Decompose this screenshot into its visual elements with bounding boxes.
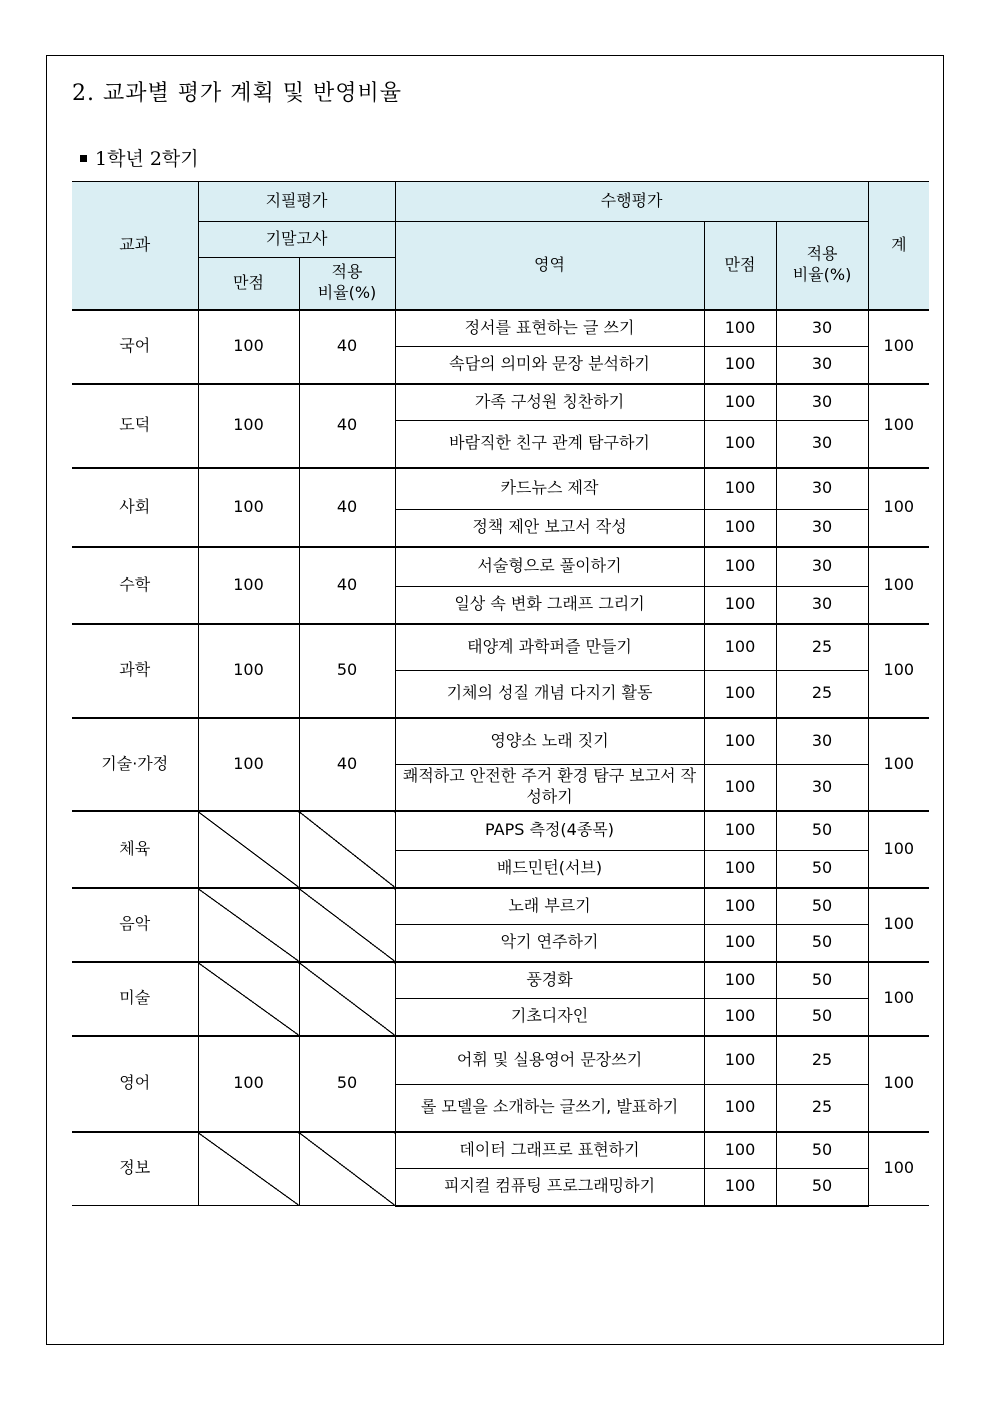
header-perf-full: 만점 (704, 222, 776, 310)
exam-full-score-empty (198, 1132, 299, 1206)
perf-full-score: 100 (704, 671, 776, 718)
section-heading: 2. 교과별 평가 계획 및 반영비율 (72, 81, 402, 106)
perf-full-score: 100 (704, 468, 776, 510)
perf-full-score: 100 (704, 624, 776, 671)
perf-ratio: 30 (776, 718, 868, 765)
perf-full-score: 100 (704, 1169, 776, 1206)
subject-name: 과학 (72, 624, 198, 718)
header-perf-ratio (776, 222, 868, 310)
perf-area: 서술형으로 풀이하기 (395, 547, 704, 587)
perf-full-score: 100 (704, 888, 776, 925)
perf-full-score: 100 (704, 811, 776, 851)
exam-ratio-empty (299, 811, 395, 888)
perf-full-score: 100 (704, 384, 776, 421)
perf-ratio: 25 (776, 1036, 868, 1085)
perf-ratio: 30 (776, 547, 868, 587)
perf-full-score: 100 (704, 718, 776, 765)
subject-total: 100 (868, 811, 929, 888)
subject-name: 체육 (72, 811, 198, 888)
perf-area: PAPS 측정(4종목) (395, 811, 704, 851)
perf-ratio: 50 (776, 999, 868, 1036)
perf-full-score: 100 (704, 765, 776, 811)
perf-ratio: 50 (776, 1132, 868, 1169)
exam-full-score: 100 (198, 384, 299, 468)
perf-area: 정서를 표현하는 글 쓰기 (395, 310, 704, 347)
table-row (72, 468, 929, 510)
exam-full-score: 100 (198, 547, 299, 624)
perf-full-score: 100 (704, 421, 776, 468)
exam-full-score: 100 (198, 624, 299, 718)
perf-full-score: 100 (704, 925, 776, 962)
subject-name: 음악 (72, 888, 198, 962)
header-area: 영역 (395, 222, 704, 310)
subject-name: 도덕 (72, 384, 198, 468)
subject-total: 100 (868, 547, 929, 624)
perf-ratio: 30 (776, 468, 868, 510)
subject-name: 미술 (72, 962, 198, 1036)
perf-ratio: 25 (776, 624, 868, 671)
semester-label (80, 144, 199, 171)
perf-area: 태양계 과학퍼즐 만들기 (395, 624, 704, 671)
perf-ratio: 25 (776, 1085, 868, 1132)
exam-full-score-empty (198, 962, 299, 1036)
table-row (72, 811, 929, 851)
exam-ratio: 50 (299, 624, 395, 718)
exam-ratio-empty (299, 962, 395, 1036)
header-exam-ratio (299, 258, 395, 310)
subject-total: 100 (868, 962, 929, 1036)
exam-ratio-empty (299, 888, 395, 962)
semester-text: 1학년 2학기 (95, 148, 199, 170)
perf-area: 풍경화 (395, 962, 704, 999)
perf-area: 악기 연주하기 (395, 925, 704, 962)
header-performance: 수행평가 (395, 182, 868, 222)
perf-full-score: 100 (704, 310, 776, 347)
exam-full-score-empty (198, 888, 299, 962)
subject-name: 정보 (72, 1132, 198, 1206)
perf-area: 어휘 및 실용영어 문장쓰기 (395, 1036, 704, 1085)
evaluation-table (72, 181, 929, 1207)
perf-ratio: 30 (776, 765, 868, 811)
exam-full-score-empty (198, 811, 299, 888)
perf-ratio: 50 (776, 1169, 868, 1206)
header-exam-full: 만점 (198, 258, 299, 310)
perf-full-score: 100 (704, 587, 776, 624)
perf-area: 정책 제안 보고서 작성 (395, 510, 704, 547)
subject-name: 기술·가정 (72, 718, 198, 811)
subject-total: 100 (868, 310, 929, 384)
perf-ratio: 50 (776, 925, 868, 962)
exam-ratio: 40 (299, 718, 395, 811)
subject-name: 영어 (72, 1036, 198, 1132)
square-bullet-icon (80, 155, 87, 162)
perf-full-score: 100 (704, 851, 776, 888)
perf-ratio: 30 (776, 587, 868, 624)
table-row (72, 547, 929, 587)
subject-total: 100 (868, 624, 929, 718)
exam-ratio: 40 (299, 310, 395, 384)
table-row (72, 310, 929, 347)
table-row (72, 1132, 929, 1169)
perf-area: 롤 모델을 소개하는 글쓰기, 발표하기 (395, 1085, 704, 1132)
header-perf-ratio-line1: 적용 (806, 244, 838, 264)
table-row (72, 384, 929, 421)
table-row (72, 718, 929, 765)
exam-ratio: 40 (299, 547, 395, 624)
perf-ratio: 30 (776, 421, 868, 468)
header-subject: 교과 (72, 182, 198, 310)
perf-full-score: 100 (704, 962, 776, 999)
perf-ratio: 30 (776, 310, 868, 347)
perf-full-score: 100 (704, 547, 776, 587)
perf-area: 영양소 노래 짓기 (395, 718, 704, 765)
subject-total: 100 (868, 384, 929, 468)
perf-area: 기체의 성질 개념 다지기 활동 (395, 671, 704, 718)
table-row (72, 888, 929, 925)
exam-ratio: 40 (299, 384, 395, 468)
perf-area: 배드민턴(서브) (395, 851, 704, 888)
exam-full-score: 100 (198, 718, 299, 811)
subject-total: 100 (868, 1132, 929, 1206)
perf-full-score: 100 (704, 347, 776, 384)
perf-ratio: 50 (776, 962, 868, 999)
perf-ratio: 25 (776, 671, 868, 718)
table-row (72, 1036, 929, 1085)
perf-ratio: 30 (776, 384, 868, 421)
subject-total: 100 (868, 1036, 929, 1132)
perf-ratio: 50 (776, 888, 868, 925)
subject-name: 수학 (72, 547, 198, 624)
perf-full-score: 100 (704, 1085, 776, 1132)
perf-full-score: 100 (704, 1036, 776, 1085)
perf-area: 가족 구성원 칭찬하기 (395, 384, 704, 421)
exam-ratio-empty (299, 1132, 395, 1206)
exam-full-score: 100 (198, 468, 299, 547)
table-row (72, 962, 929, 999)
perf-ratio: 50 (776, 851, 868, 888)
perf-ratio: 30 (776, 510, 868, 547)
subject-total: 100 (868, 888, 929, 962)
perf-area: 피지컬 컴퓨팅 프로그래밍하기 (395, 1169, 704, 1206)
perf-full-score: 100 (704, 510, 776, 547)
exam-full-score: 100 (198, 310, 299, 384)
exam-ratio: 50 (299, 1036, 395, 1132)
subject-total: 100 (868, 468, 929, 547)
perf-area: 노래 부르기 (395, 888, 704, 925)
exam-full-score: 100 (198, 1036, 299, 1132)
perf-area: 기초디자인 (395, 999, 704, 1036)
perf-area: 일상 속 변화 그래프 그리기 (395, 587, 704, 624)
perf-area: 카드뉴스 제작 (395, 468, 704, 510)
perf-area: 데이터 그래프로 표현하기 (395, 1132, 704, 1169)
perf-area: 쾌적하고 안전한 주거 환경 탐구 보고서 작성하기 (395, 765, 704, 811)
perf-area: 바람직한 친구 관계 탐구하기 (395, 421, 704, 468)
header-exam-ratio-line2: 비율(%) (317, 283, 377, 303)
header-exam-ratio-line1: 적용 (331, 262, 363, 282)
header-final-exam: 기말고사 (198, 222, 395, 258)
subject-name: 국어 (72, 310, 198, 384)
table-row (72, 624, 929, 671)
perf-full-score: 100 (704, 999, 776, 1036)
perf-ratio: 30 (776, 347, 868, 384)
perf-area: 속담의 의미와 문장 분석하기 (395, 347, 704, 384)
header-total: 계 (868, 182, 929, 310)
perf-full-score: 100 (704, 1132, 776, 1169)
exam-ratio: 40 (299, 468, 395, 547)
header-written: 지필평가 (198, 182, 395, 222)
header-perf-ratio-line2: 비율(%) (792, 265, 852, 285)
subject-total: 100 (868, 718, 929, 811)
subject-name: 사회 (72, 468, 198, 547)
perf-ratio: 50 (776, 811, 868, 851)
